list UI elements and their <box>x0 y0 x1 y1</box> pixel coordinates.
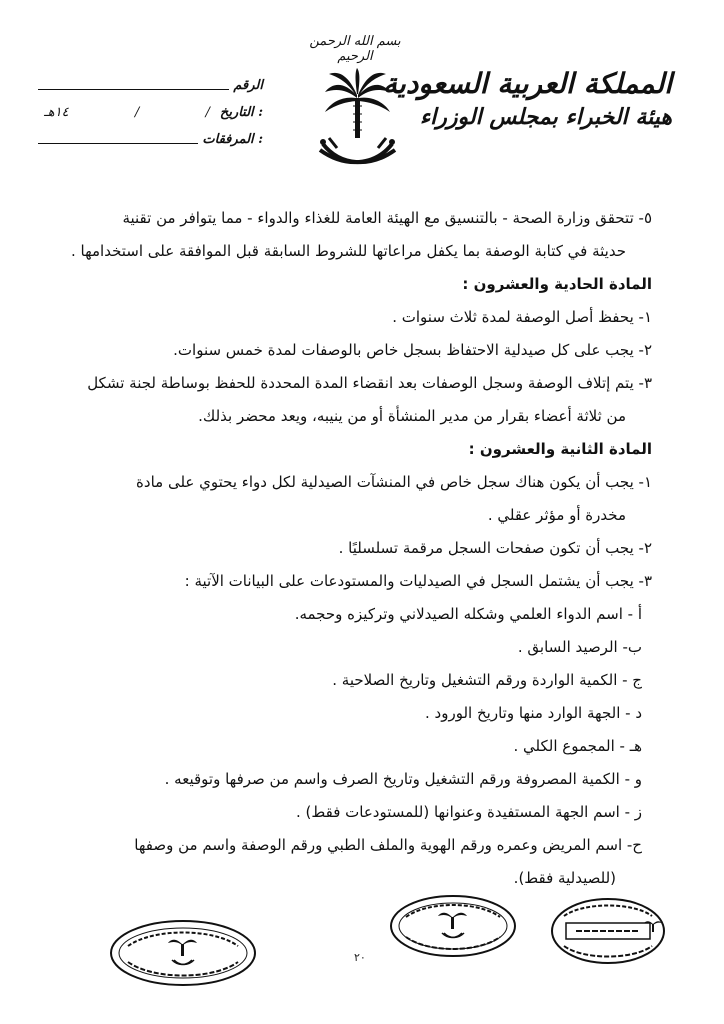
agency-name: هيئة الخبراء بمجلس الوزراء <box>419 104 672 130</box>
date-row <box>38 93 263 120</box>
basmala: بسم الله الرحمن الرحيم <box>309 34 401 64</box>
list-item: د - الجهة الوارد منها وتاريخ الورود . <box>425 704 642 722</box>
list-item: ح- اسم المريض وعمره ورقم الهوية والملف الطبي ورقم الوصفة واسم من وصفها <box>134 836 642 854</box>
page-number: ٢٠ <box>354 951 366 964</box>
list-item: أ - اسم الدواء العلمي وشكله الصيدلاني وتركيزه وحجمه. <box>294 605 642 623</box>
article-21-heading: المادة الحادية والعشرون : <box>462 275 652 293</box>
number-line <box>38 77 229 90</box>
date-separator: / <box>134 105 140 120</box>
number-label: الرقم <box>233 78 263 93</box>
number-row <box>38 66 263 93</box>
date-label: التاريخ : <box>219 105 263 120</box>
article-22-item-1: ١- يجب أن يكون هناك سجل خاص في المنشآت الصيدلية لكل دواء يحتوي على مادة <box>136 473 652 491</box>
article-21-item-3-continuation: من ثلاثة أعضاء بقرار من مدير المنشأة أو من ينيبه، ويعد محضر بذلك. <box>198 407 626 425</box>
article-22-item-1-continuation: مخدرة أو مؤثر عقلي . <box>487 506 626 524</box>
article-22-item-3: ٣- يجب أن يشتمل السجل في الصيدليات والمستودعات على البيانات الآتية : <box>184 572 652 590</box>
article-21-item-1: ١- يحفظ أصل الوصفة لمدة ثلاث سنوات . <box>392 308 652 326</box>
article-21-item-2: ٢- يجب على كل صيدلية الاحتفاظ بسجل خاص بالوصفات لمدة خمس سنوات. <box>173 341 652 359</box>
list-item: ز - اسم الجهة المستفيدة وعنوانها (للمستودعات فقط) . <box>295 803 642 821</box>
list-item-continuation: (للصيدلية فقط). <box>513 869 616 887</box>
date-fields <box>38 105 216 120</box>
attachments-label: المرفقات : <box>202 132 263 147</box>
article-22-heading: المادة الثانية والعشرون : <box>468 440 652 458</box>
official-seal-icon <box>548 896 668 966</box>
article-22-item-2: ٢- يجب أن تكون صفحات السجل مرقمة تسلسليًا . <box>338 539 652 557</box>
official-seal-icon <box>108 918 258 988</box>
date-separator: / <box>205 105 210 120</box>
attachments-row <box>38 120 263 147</box>
official-seal-icon <box>388 893 518 959</box>
letterhead-title <box>383 66 672 132</box>
list-item: هـ - المجموع الكلي . <box>513 737 642 755</box>
list-item: ج - الكمية الواردة ورقم التشغيل وتاريخ الصلاحية . <box>332 671 642 689</box>
item-5-continuation: حديثة في كتابة الوصفة بما يكفل مراعاتها للشروط السابقة قبل الموافقة على استخدامها . <box>70 242 626 260</box>
reference-block <box>38 66 263 147</box>
document-body <box>48 202 652 895</box>
attachments-line <box>38 131 198 144</box>
article-21-item-3: ٣- يتم إتلاف الوصفة وسجل الوصفات بعد انقضاء المدة المحددة للحفظ بوساطة لجنة تشكل <box>87 374 652 392</box>
kingdom-name: المملكة العربية السعودية <box>383 67 672 100</box>
item-5: ٥- تتحقق وزارة الصحة - بالتنسيق مع الهيئة العامة للغذاء والدواء - مما يتوافر من تقنية <box>122 209 652 227</box>
list-item: و - الكمية المصروفة ورقم التشغيل وتاريخ الصرف واسم من صرفها وتوقيعه . <box>164 770 642 788</box>
list-item: ب- الرصيد السابق . <box>517 638 642 656</box>
date-suffix: ١٤هـ <box>44 105 69 120</box>
